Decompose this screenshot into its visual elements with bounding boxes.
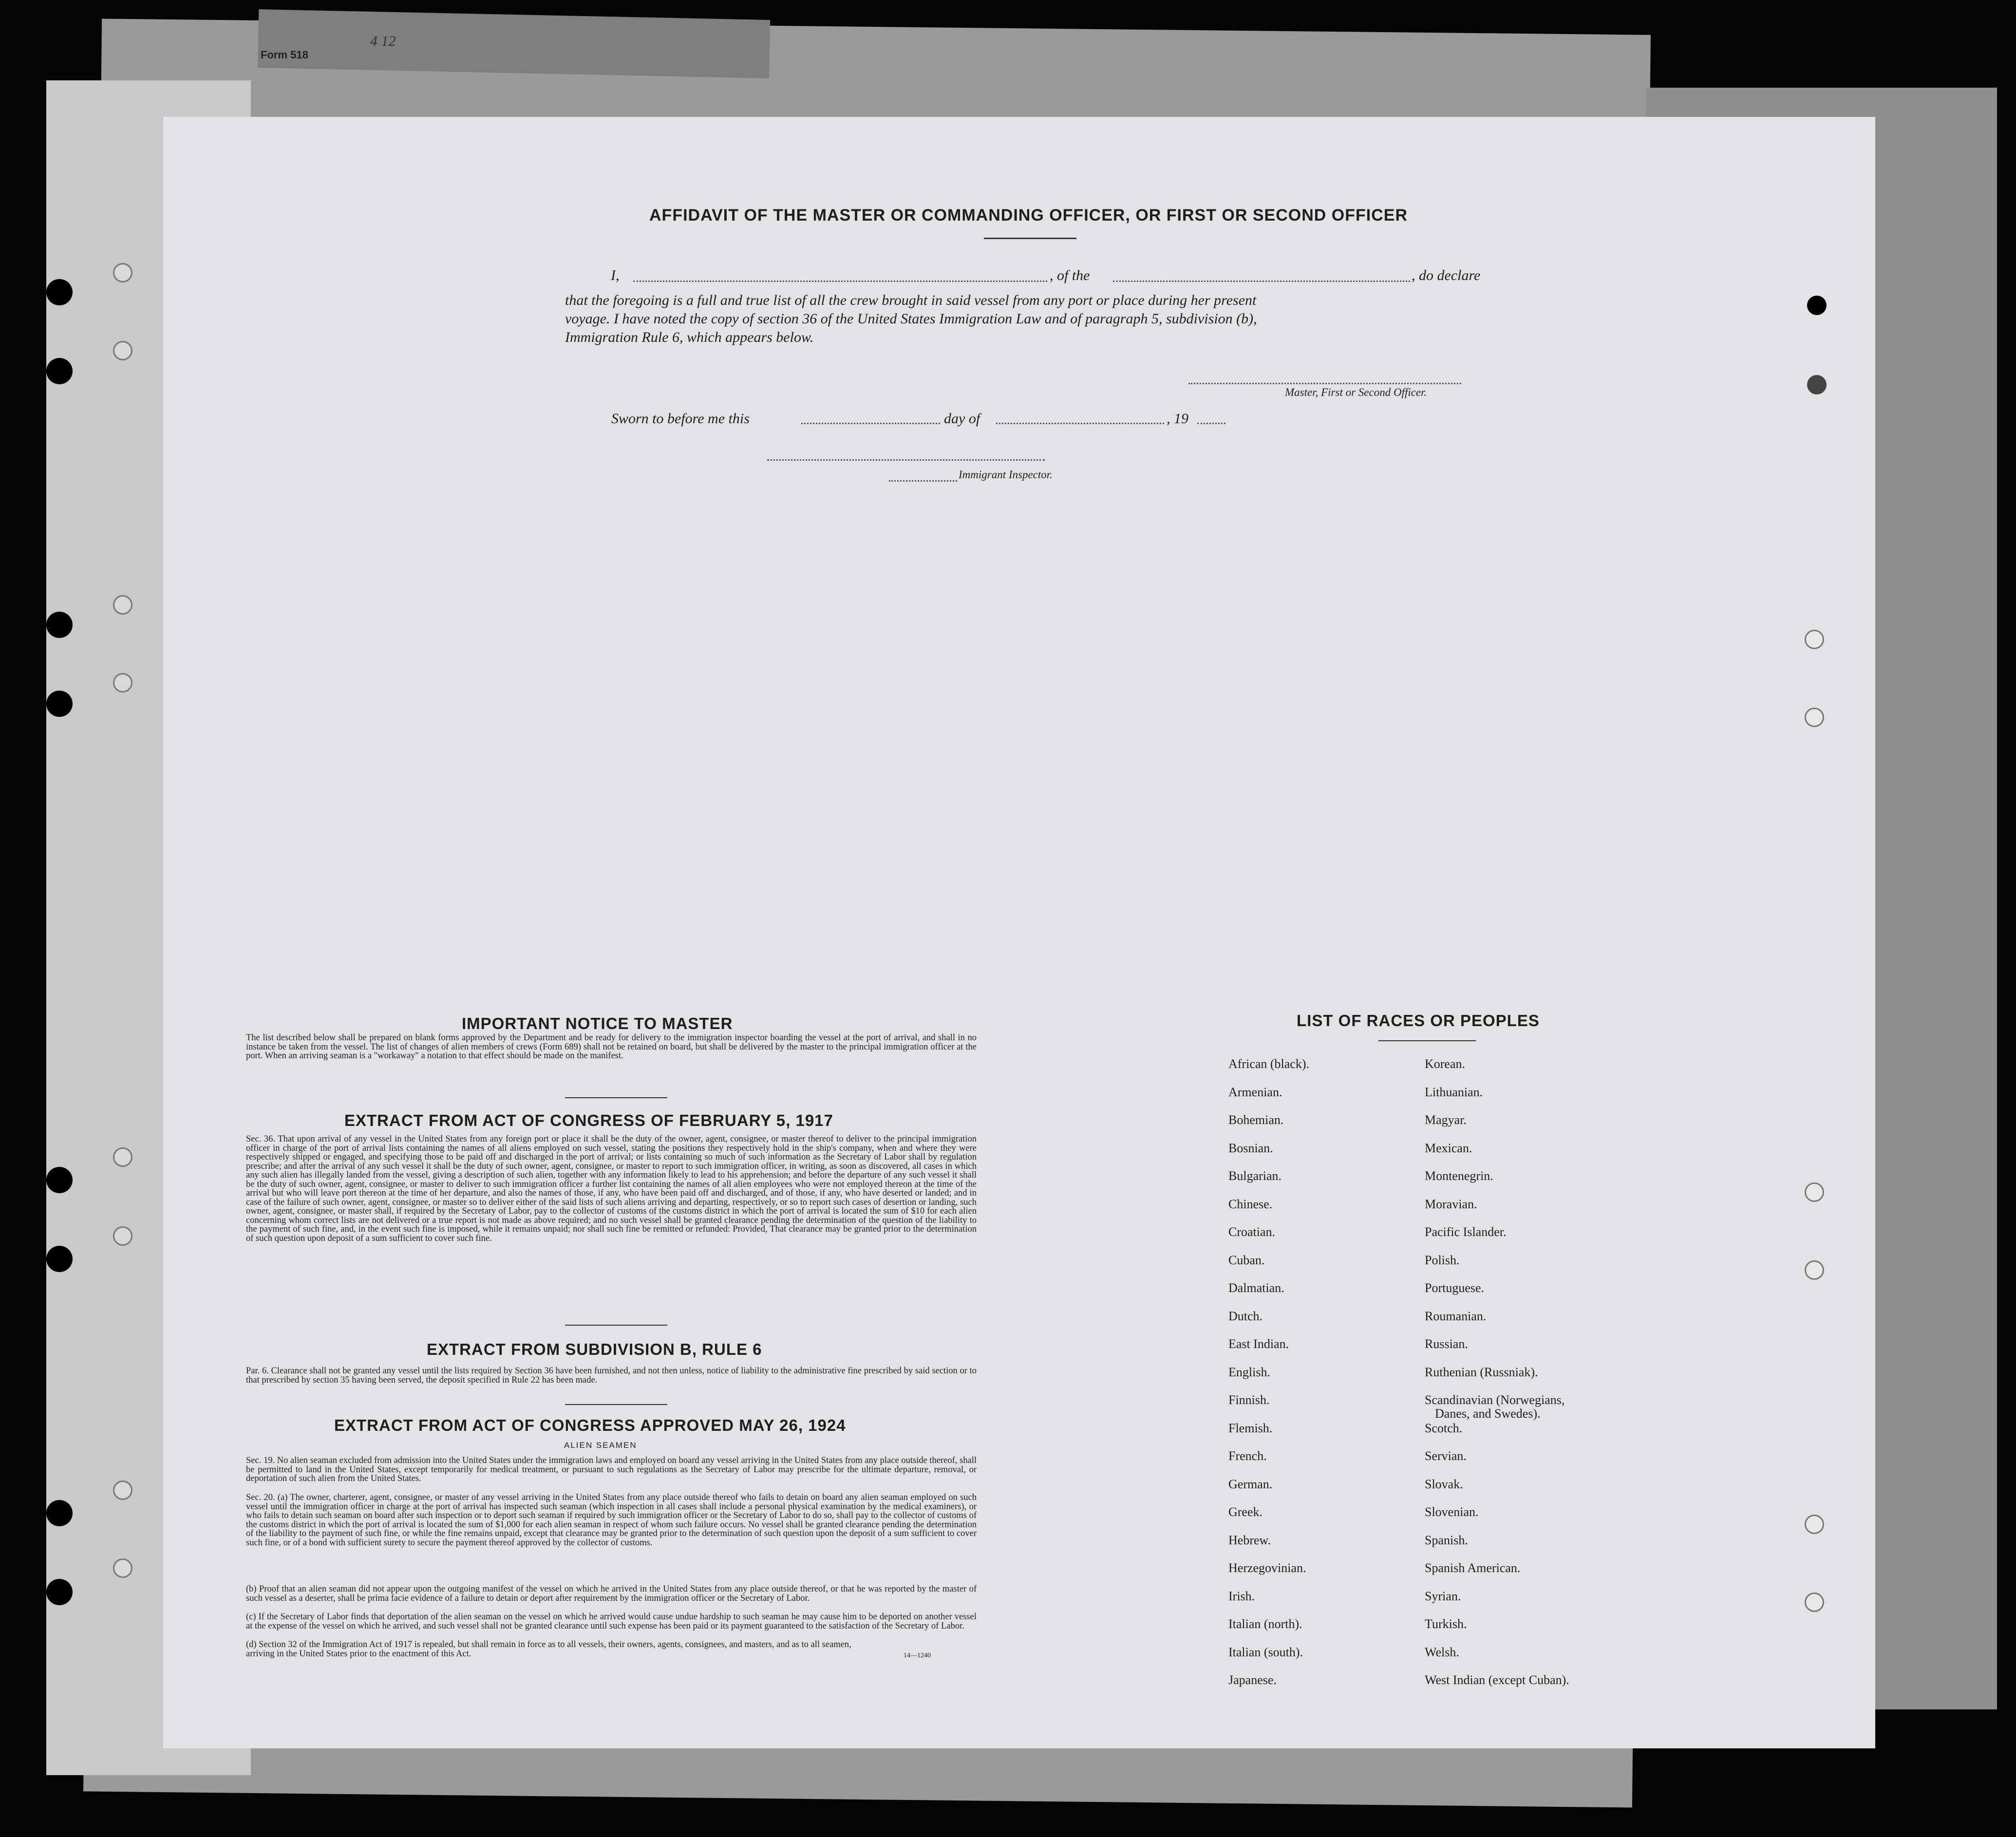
punch-ring — [113, 595, 132, 615]
race-item: Roumanian. — [1425, 1309, 1487, 1323]
affidavit-line-3: voyage. I have noted the copy of section 36 of the United States Immigration Law and of paragraph 5, subdivision (b), — [565, 311, 1257, 327]
sworn-day-blank — [801, 423, 940, 424]
section-rule — [565, 1404, 667, 1405]
affidavit-line-2: that the foregoing is a full and true list of all the crew brought in said vessel from any port or place during her present — [565, 292, 1257, 308]
binder-hole — [46, 358, 73, 384]
race-item: Pacific Islander. — [1425, 1225, 1507, 1239]
binder-hole — [46, 1500, 73, 1526]
race-item: African (black). — [1228, 1057, 1310, 1071]
race-item: Spanish American. — [1425, 1561, 1521, 1575]
race-item: Servian. — [1425, 1449, 1467, 1463]
race-item: Spanish. — [1425, 1533, 1468, 1547]
race-item: Turkish. — [1425, 1617, 1467, 1631]
race-item: Finnish. — [1228, 1393, 1270, 1407]
binder-hole — [46, 612, 73, 638]
punch-ring — [1805, 708, 1824, 727]
extract-1924-sec20a: Sec. 20. (a) The owner, charterer, agent, consignee, or master of any vessel arriving in the United States from any place outside thereof who fails to detain on board any alien seaman employed on such vessel until the immigration officer in charge at the port of arrival has inspected such seaman (which inspection in all cases shall include a personal physical examination by the medical examiners), or who fails to detain such seaman on board after such inspection or to deport such seaman if required by such immigration officer or the Secretary of Labor to do so, shall pay to the collector of customs of the customs district in which the port of arrival is located the sum of $1,000 for each alien seaman in respect of whom such failure occurs. No vessel shall be granted clearance pending the determination of the liability to the payment of such fine, or while the fine remains unpaid, except that clearance may be granted prior to the determination of such question upon the deposit of a sum sufficient to cover such fine, or of a bond with sufficient surety to secure the payment thereof approved by the collector of customs. — [246, 1493, 977, 1548]
race-item: Japanese. — [1228, 1673, 1277, 1687]
top-tab-sheet — [258, 9, 770, 78]
race-item: Moravian. — [1425, 1197, 1477, 1211]
extract-rule6-title: EXTRACT FROM SUBDIVISION B, RULE 6 — [427, 1340, 762, 1358]
binder-hole — [46, 1246, 73, 1272]
race-item: Portuguese. — [1425, 1281, 1485, 1295]
alien-seamen-subtitle: ALIEN SEAMEN — [564, 1441, 637, 1450]
race-item: German. — [1228, 1477, 1273, 1491]
punch-ring — [1805, 1593, 1824, 1612]
race-item: Mexican. — [1425, 1141, 1472, 1155]
race-item: Flemish. — [1228, 1421, 1273, 1435]
affidavit-title: AFFIDAVIT OF THE MASTER OR COMMANDING OFFICER, OR FIRST OR SECOND OFFICER — [649, 206, 1408, 225]
race-item: West Indian (except Cuban). — [1425, 1673, 1569, 1687]
notice-body: The list described below shall be prepared on blank forms approved by the Department and be ready for delivery to the immigration inspector boarding the vessel at the port of arrival, and shall in no instance be taken from the vessel. The list of changes of alien members of crews (Form 689) shall not be retained on board, but shall be delivered by the master to the principal immigration officer at the port. When an arriving seaman is a "workaway" a notation to that effect should be made on the manifest. — [246, 1033, 977, 1061]
extract-1924-sec20d: (d) Section 32 of the Immigration Act of 1917 is repealed, but shall remain in force as to all vessels, their owners, agents, consignees, and masters, and as to all seamen, arriving in the United States prior to the enactment of this Act. — [246, 1640, 851, 1659]
race-item: Lithuanian. — [1425, 1085, 1483, 1099]
binder-hole — [1807, 296, 1827, 315]
race-item: Slovak. — [1425, 1477, 1463, 1491]
punch-ring — [113, 673, 132, 693]
race-item: Montenegrin. — [1425, 1169, 1493, 1183]
year-text: , 19 — [1167, 411, 1188, 427]
punch-ring — [1805, 630, 1824, 649]
race-item: Welsh. — [1425, 1645, 1459, 1659]
affidavit-line-4: Immigration Rule 6, which appears below. — [565, 329, 814, 345]
master-signature-line — [1188, 383, 1461, 384]
punch-ring — [1805, 1515, 1824, 1534]
binder-hole — [46, 1579, 73, 1605]
race-item: Dalmatian. — [1228, 1281, 1284, 1295]
section-rule — [565, 1097, 667, 1098]
affidavit-do-declare: , do declare — [1412, 267, 1481, 283]
race-item: French. — [1228, 1449, 1267, 1463]
race-item: Hebrew. — [1228, 1533, 1271, 1547]
race-item: Slovenian. — [1425, 1505, 1479, 1519]
races-title: LIST OF RACES OR PEOPLES — [1297, 1012, 1540, 1030]
race-item: English. — [1228, 1365, 1270, 1379]
extract-1924-title: EXTRACT FROM ACT OF CONGRESS APPROVED MAY 26, 1924 — [334, 1416, 846, 1434]
binder-hole — [46, 691, 73, 717]
race-item: Scotch. — [1425, 1421, 1463, 1435]
race-item: Scandinavian (Norwegians, — [1425, 1393, 1565, 1407]
race-item: Bohemian. — [1228, 1113, 1284, 1127]
title-rule — [984, 238, 1076, 239]
race-item: Greek. — [1228, 1505, 1263, 1519]
name-blank — [633, 281, 1047, 282]
extract-1917-title: EXTRACT FROM ACT OF CONGRESS OF FEBRUARY 5, 1917 — [344, 1111, 833, 1129]
race-item: Ruthenian (Russniak). — [1425, 1365, 1538, 1379]
day-of-text: day of — [944, 411, 980, 427]
binder-hole — [46, 1167, 73, 1193]
punch-ring — [113, 1147, 132, 1167]
race-item: Chinese. — [1228, 1197, 1273, 1211]
punch-ring — [113, 263, 132, 282]
race-item: Herzegovinian. — [1228, 1561, 1306, 1575]
race-item: East Indian. — [1228, 1337, 1289, 1351]
master-signature-caption: Master, First or Second Officer. — [1285, 386, 1427, 398]
inspector-short-line — [889, 480, 957, 482]
punch-ring — [113, 341, 132, 360]
form-label: Form 518 — [261, 49, 308, 61]
affidavit-i: I, — [611, 267, 620, 283]
sworn-month-blank — [996, 423, 1164, 424]
race-item: Bulgarian. — [1228, 1169, 1282, 1183]
notice-title: IMPORTANT NOTICE TO MASTER — [462, 1014, 733, 1032]
sworn-year-blank — [1197, 423, 1225, 424]
extract-1917-body: Sec. 36. That upon arrival of any vessel in the United States from any foreign port or place it shall be the duty of the owner, agent, consignee, or master thereof to deliver to the principal immigration officer in charge of the port of arrival lists containing the names of all aliens employed on such vessel, stating the positions they respectively hold in the ship's company, when and where they were respectively shipped or engaged, and specifying those to be paid off and discharged in the port of arrival; or lists containing so much of such information as the Secretary of Labor shall by regulation prescribe; and after the arrival of any such vessel it shall be the duty of such owner, agent, consignee, or master to report to such immigration officer, in writing, as soon as discovered, all cases in which any such alien has illegally landed from the vessel, giving a description of such alien, together with any information likely to lead to his apprehension; and before the departure of any such vessel it shall be the duty of such owner, agent, consignee, or master to deliver to such immigration officer a further list containing the names of all alien employees who were not employed thereon at the time of the arrival but who will leave port thereon at the time of her departure, and also the names of those, if any, who have been paid off and discharged, and of those, if any, who have deserted or landed; and in case of the failure of such owner, agent, consignee, or master so to deliver either of the said lists of such aliens arriving and departing, respectively, or so to report such cases of desertion or landing, such owner, agent, consignee, or master shall, if required by the Secretary of Labor, pay to the collector of customs of the customs district in which the port of arrival is located the sum of $10 for each alien concerning whom correct lists are not delivered or a true report is not made as above required; and no such vessel shall be granted clearance pending the determination of the question of the liability to the payment of such fine, and, in the event such fine is imposed, while it remains unpaid; nor shall such fine be remitted or refunded: Provided, That clearance may be granted prior to the determination of such question upon deposit of a sum sufficient to cover such fine. — [246, 1134, 977, 1243]
extract-1924-sec20c: (c) If the Secretary of Labor finds that deportation of the alien seaman on the vessel on which he arrived would cause undue hardship to such seaman he may cause him to be deported on another vessel at the expense of the vessel on which he arrived, and such vessel shall not be granted clearance until such expense has been paid or its payment guaranteed to the satisfaction of the Secretary of Labor. — [246, 1612, 977, 1631]
race-item: Italian (south). — [1228, 1645, 1303, 1659]
race-item: Russian. — [1425, 1337, 1468, 1351]
punch-ring — [113, 1226, 132, 1246]
race-item: Polish. — [1425, 1253, 1460, 1267]
inspector-signature-line — [767, 459, 1045, 461]
sworn-text: Sworn to before me this — [611, 411, 750, 427]
punch-ring — [1805, 1182, 1824, 1202]
binder-hole — [1807, 375, 1827, 394]
punch-ring — [113, 1481, 132, 1500]
extract-rule6-body: Par. 6. Clearance shall not be granted any vessel until the lists required by Section 36 have been furnished, and not then unless, notice of liability to the administrative fine prescribed by said section or to that prescribed by section 35 having been served, the deposit specified in Rule 22 has been made. — [246, 1366, 977, 1385]
race-item: Bosnian. — [1228, 1141, 1273, 1155]
race-item: Magyar. — [1425, 1113, 1467, 1127]
race-item: Croatian. — [1228, 1225, 1276, 1239]
races-rule — [1378, 1040, 1476, 1041]
race-item: Syrian. — [1425, 1589, 1461, 1603]
punch-ring — [113, 1558, 132, 1578]
race-item: Danes, and Swedes). — [1435, 1406, 1541, 1421]
inspector-caption: Immigrant Inspector. — [959, 469, 1053, 481]
section-rule — [565, 1325, 667, 1326]
extract-1924-sec20b: (b) Proof that an alien seaman did not appear upon the outgoing manifest of the vessel on which he arrived in the United States from any place outside thereof, or that he was reported by the master of such vessel as a deserter, shall be prima facie evidence of a failure to detain or deport after requirement by the immigration officer or the Secretary of Labor. — [246, 1584, 977, 1603]
extract-1924-sec19: Sec. 19. No alien seaman excluded from admission into the United States under the immigration laws and employed on board any vessel arriving in the United States from any place outside thereof, shall be permitted to land in the United States, except temporarily for medical treatment, or pursuant to such regulations as the Secretary of Labor may prescribe for the ultimate departure, removal, or deportation of such alien from the United States. — [246, 1456, 977, 1483]
print-code: 14—1240 — [904, 1652, 931, 1659]
race-item: Irish. — [1228, 1589, 1255, 1603]
race-item: Italian (north). — [1228, 1617, 1302, 1631]
corner-marks: 4 12 — [370, 33, 396, 49]
binder-hole — [46, 279, 73, 305]
punch-ring — [1805, 1260, 1824, 1280]
race-item: Cuban. — [1228, 1253, 1265, 1267]
race-item: Armenian. — [1228, 1085, 1282, 1099]
vessel-blank — [1113, 281, 1410, 282]
race-item: Korean. — [1425, 1057, 1466, 1071]
affidavit-of-the: , of the — [1050, 267, 1090, 283]
race-item: Dutch. — [1228, 1309, 1263, 1323]
